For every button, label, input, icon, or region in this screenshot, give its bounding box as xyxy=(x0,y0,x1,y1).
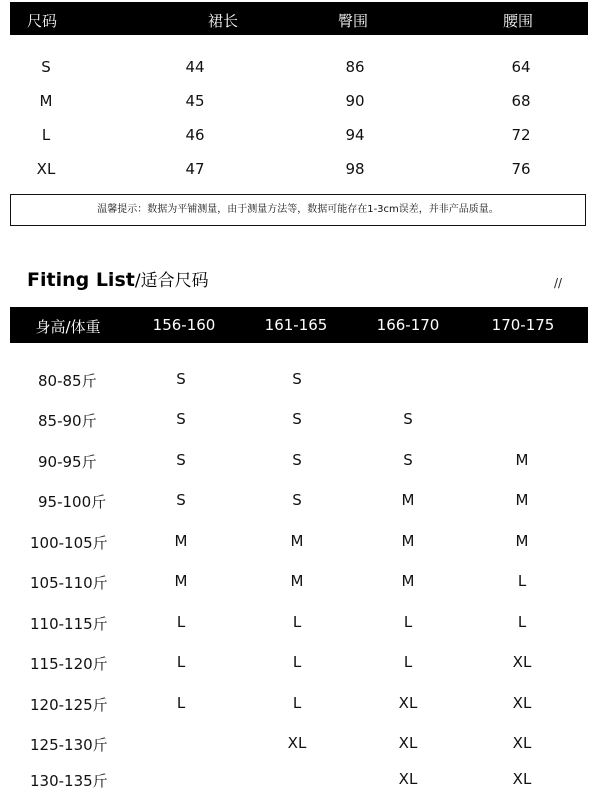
fit-cell: XL xyxy=(398,734,418,752)
fit-cell: S xyxy=(176,370,186,388)
fit-cell: XL xyxy=(398,770,418,788)
waist-cell: 64 xyxy=(511,58,531,76)
fit-cell: L xyxy=(176,613,186,631)
size-row xyxy=(10,51,588,85)
fit-cell: L xyxy=(403,613,413,631)
fitting-row xyxy=(10,760,588,800)
fit-cell: M xyxy=(401,572,415,590)
fit-cell: S xyxy=(403,410,413,428)
weight-cell: 130-135斤 xyxy=(30,772,108,790)
fit-cell: L xyxy=(176,653,186,671)
fit-cell: XL xyxy=(512,770,532,788)
measurement-notice: 温馨提示：数据为平铺测量，由于测量方法等，数据可能存在1-3cm误差，并非产品质量。 xyxy=(10,194,586,226)
fit-cell: S xyxy=(403,451,413,469)
hip-cell: 90 xyxy=(345,92,365,110)
slash-mark: // xyxy=(554,276,563,290)
header-height-weight: 身高/体重 xyxy=(35,318,101,336)
skirt-length-cell: 44 xyxy=(185,58,205,76)
size-cell: S xyxy=(41,58,51,76)
weight-cell: 100-105斤 xyxy=(30,534,108,552)
fitting-row xyxy=(10,684,588,724)
fit-cell: L xyxy=(517,613,527,631)
fit-cell: XL xyxy=(512,734,532,752)
fitting-row xyxy=(10,724,588,764)
header-skirt-length: 裙长 xyxy=(208,12,239,30)
fit-cell: S xyxy=(176,491,186,509)
waist-cell: 68 xyxy=(511,92,531,110)
fit-cell: M xyxy=(174,532,188,550)
fit-cell: S xyxy=(292,410,302,428)
fit-cell: S xyxy=(176,451,186,469)
fit-cell: L xyxy=(517,572,527,590)
size-row xyxy=(10,153,588,187)
size-row xyxy=(10,119,588,153)
header-height-161-165: 161-165 xyxy=(264,316,328,334)
fit-cell: M xyxy=(515,491,529,509)
fit-cell: L xyxy=(176,694,186,712)
hip-cell: 94 xyxy=(345,126,365,144)
fit-cell: M xyxy=(401,491,415,509)
fit-cell: M xyxy=(174,572,188,590)
waist-cell: 72 xyxy=(511,126,531,144)
fitting-row xyxy=(10,441,588,481)
hip-cell: 86 xyxy=(345,58,365,76)
fitting-row xyxy=(10,603,588,643)
fit-cell: M xyxy=(515,532,529,550)
fitting-title xyxy=(27,266,209,291)
header-height-166-170: 166-170 xyxy=(376,316,440,334)
weight-cell: 85-90斤 xyxy=(38,412,97,430)
weight-cell: 90-95斤 xyxy=(38,453,97,471)
fitting-row xyxy=(10,400,588,440)
skirt-length-cell: 46 xyxy=(185,126,205,144)
fit-cell: XL xyxy=(287,734,307,752)
size-cell: M xyxy=(39,92,53,110)
weight-cell: 120-125斤 xyxy=(30,696,108,714)
size-row xyxy=(10,85,588,119)
weight-cell: 105-110斤 xyxy=(30,574,108,592)
header-hip: 臀围 xyxy=(338,12,369,30)
size-cell: L xyxy=(41,126,51,144)
hip-cell: 98 xyxy=(345,160,365,178)
fitting-row xyxy=(10,643,588,683)
header-size: 尺码 xyxy=(27,12,58,30)
fit-cell: XL xyxy=(398,694,418,712)
fit-cell: M xyxy=(290,532,304,550)
weight-cell: 110-115斤 xyxy=(30,615,108,633)
fitting-table-header xyxy=(10,307,588,343)
fit-cell: XL xyxy=(512,694,532,712)
fitting-title-en: Fiting List xyxy=(27,269,135,291)
weight-cell: 80-85斤 xyxy=(38,372,97,390)
fit-cell: S xyxy=(292,370,302,388)
size-table-header xyxy=(10,2,588,35)
fit-cell: L xyxy=(292,613,302,631)
size-cell: XL xyxy=(36,160,56,178)
fit-cell: M xyxy=(515,451,529,469)
weight-cell: 125-130斤 xyxy=(30,736,108,754)
waist-cell: 76 xyxy=(511,160,531,178)
fit-cell: M xyxy=(401,532,415,550)
fitting-row xyxy=(10,360,588,400)
fit-cell: L xyxy=(292,653,302,671)
fit-cell: S xyxy=(176,410,186,428)
skirt-length-cell: 47 xyxy=(185,160,205,178)
fit-cell: S xyxy=(292,491,302,509)
fitting-title-cn: /适合尺码 xyxy=(134,271,209,291)
fitting-row xyxy=(10,481,588,521)
fit-cell: L xyxy=(292,694,302,712)
fit-cell: XL xyxy=(512,653,532,671)
weight-cell: 95-100斤 xyxy=(38,493,107,511)
fit-cell: M xyxy=(290,572,304,590)
header-height-156-160: 156-160 xyxy=(152,316,216,334)
fit-cell: L xyxy=(403,653,413,671)
fitting-row xyxy=(10,522,588,562)
header-height-170-175: 170-175 xyxy=(491,316,555,334)
weight-cell: 115-120斤 xyxy=(30,655,108,673)
fit-cell: S xyxy=(292,451,302,469)
skirt-length-cell: 45 xyxy=(185,92,205,110)
fitting-row xyxy=(10,562,588,602)
header-waist: 腰围 xyxy=(503,12,534,30)
